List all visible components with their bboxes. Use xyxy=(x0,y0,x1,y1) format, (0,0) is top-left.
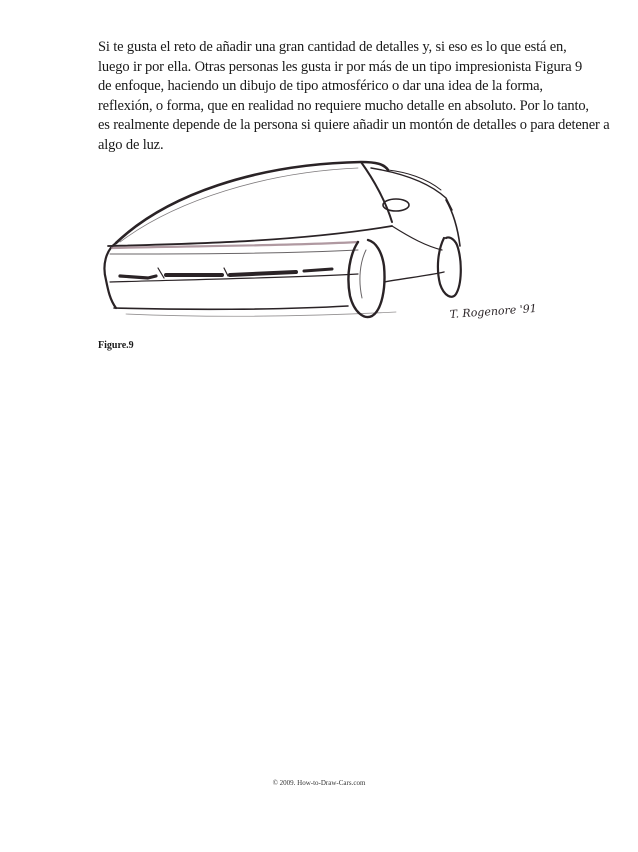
body-paragraph xyxy=(98,38,634,156)
roof-line xyxy=(116,162,388,243)
front-wheel xyxy=(348,240,384,317)
paragraph-line: reflexión, o forma, que en realidad no requiere mucho detalle en absoluto. Por lo tanto, xyxy=(98,97,589,114)
car-sketch xyxy=(96,150,552,340)
grille-slot xyxy=(304,269,332,271)
front-wheel-inner xyxy=(360,250,366,298)
fascia-line xyxy=(110,250,358,254)
paragraph-line: luego ir por ella. Otras personas les gusta ir por más de un tipo impresionista Figura 9 xyxy=(98,58,583,75)
rear-wheel xyxy=(438,237,461,296)
ground-shadow xyxy=(126,312,396,316)
grille-slot xyxy=(120,276,156,278)
paragraph-line: algo de luz. xyxy=(98,136,164,153)
paragraph-line: Si te gusta el reto de añadir una gran cantidad de detalles y, si eso es lo que está en, xyxy=(98,39,567,55)
paragraph-line: de enfoque, haciendo un dibujo de tipo atmosférico o dar una idea de la forma, xyxy=(98,78,543,95)
car-sketch-figure xyxy=(96,150,552,340)
figure-caption: Figure.9 xyxy=(98,340,134,351)
side-sill xyxy=(384,272,444,282)
grille-slot xyxy=(230,272,296,275)
front-contour xyxy=(104,243,116,308)
signature-text: T. Rogenore '91 xyxy=(449,301,538,321)
door-line xyxy=(392,226,442,250)
footer-copyright: © 2009. How-to-Draw-Cars.com xyxy=(272,779,366,787)
paragraph-line: es realmente depende de la persona si quiere añadir un montón de detalles o para detener a xyxy=(98,117,610,134)
bottom-line xyxy=(114,306,348,309)
